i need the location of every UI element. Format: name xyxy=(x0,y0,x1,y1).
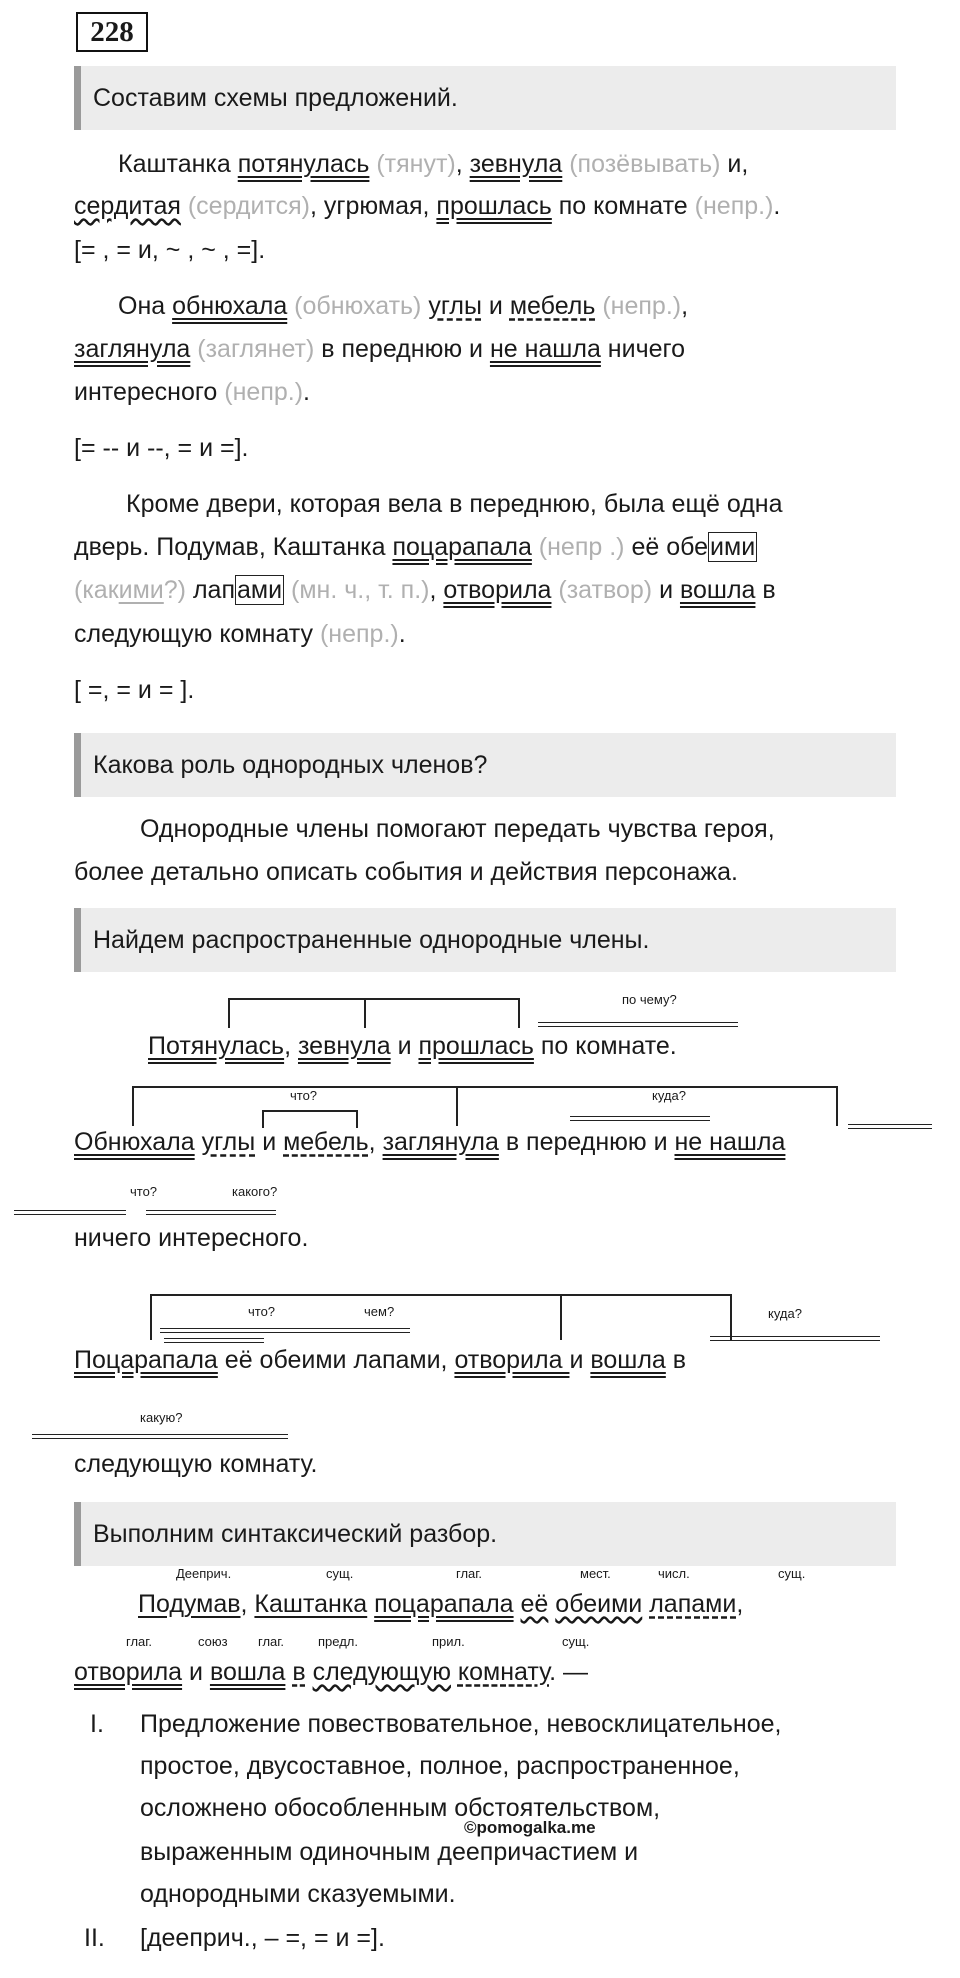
scheme-bracket xyxy=(132,1086,134,1126)
object-arrow xyxy=(160,1328,410,1333)
scheme-bracket xyxy=(836,1086,838,1126)
analysis-item2-line: [дееприч., – =, = и =]. xyxy=(140,1924,385,1952)
object-arrow xyxy=(146,1210,276,1215)
section-header-extended: Найдем распространенные однородные члены. xyxy=(74,908,896,972)
object-arrow xyxy=(14,1210,126,1215)
pos-label: глаг. xyxy=(126,1634,153,1649)
scheme-bracket xyxy=(730,1294,732,1340)
question-label: чем? xyxy=(364,1304,395,1319)
object-arrow xyxy=(164,1338,264,1343)
role-line1: Однородные члены помогают передать чувства героя, xyxy=(140,815,775,843)
question-label: что? xyxy=(248,1304,276,1319)
question-label: куда? xyxy=(652,1088,686,1103)
pos-label: глаг. xyxy=(456,1566,483,1581)
scheme3-sentence: ничего интересного. xyxy=(74,1224,309,1252)
p3-line4: следующую комнату (непр.). xyxy=(74,620,406,648)
analysis-item1-line: выраженным одиночным деепричастием и xyxy=(140,1838,639,1866)
analysis-item1-line: простое, двусоставное, полное, распространенное, xyxy=(140,1752,740,1780)
scheme-bracket xyxy=(150,1294,152,1340)
object-arrow xyxy=(710,1336,880,1341)
scheme-bracket xyxy=(560,1294,562,1340)
p3-line3: (какими?) лапами (мн. ч., т. п.), отворила (затвор) и вошла в xyxy=(74,576,776,604)
scheme-bracket xyxy=(228,998,520,1000)
section-header-role: Какова роль однородных членов? xyxy=(74,733,896,797)
analysis-item1-line: Предложение повествовательное, невосклицательное, xyxy=(140,1710,782,1738)
scheme-bracket xyxy=(132,1086,838,1088)
list-marker: II. xyxy=(84,1924,105,1952)
question-label: по чему? xyxy=(622,992,677,1007)
modifier: сердитая xyxy=(74,192,181,220)
scheme-bracket xyxy=(456,1086,458,1126)
analysis-line2: отворила и вошла в следующую комнату. — xyxy=(74,1658,589,1686)
predicate: зевнула xyxy=(469,150,563,178)
scheme1-sentence: Потянулась, зевнула и прошлась по комнате. xyxy=(148,1032,677,1060)
p2-line3: интересного (непр.). xyxy=(74,378,310,406)
predicate: потянулась xyxy=(237,150,370,178)
pos-label: Деeприч. xyxy=(176,1566,232,1581)
section-header-analysis: Выполним синтаксический разбор. xyxy=(74,1502,896,1566)
scheme-bracket xyxy=(262,1110,264,1128)
object-arrow xyxy=(570,1116,710,1121)
predicate: прошлась xyxy=(436,192,552,220)
scheme-bracket xyxy=(262,1110,356,1112)
role-line2: более детально описать события и действия персонажа. xyxy=(74,858,738,886)
question-label: какую? xyxy=(140,1410,183,1425)
scheme-bracket xyxy=(518,998,520,1028)
p1-line2: сердитая (сердится), угрюмая, прошлась по комнате (непр.). xyxy=(74,192,781,220)
question-label: что? xyxy=(130,1184,158,1199)
pos-label: прил. xyxy=(432,1634,465,1649)
pos-label: союз xyxy=(198,1634,228,1649)
p3-line1: Кроме двери, которая вела в переднюю, была ещё одна xyxy=(126,490,783,518)
pos-label: сущ. xyxy=(778,1566,806,1581)
question-label: какого? xyxy=(232,1184,278,1199)
ending-box: ами xyxy=(237,576,283,604)
scheme-bracket xyxy=(356,1110,358,1128)
watermark: ©pomogalka.me xyxy=(464,1818,596,1837)
object-arrow xyxy=(32,1434,288,1439)
p3-line2: дверь. Подумав, Каштанка поцарапала (непр .) её обеими xyxy=(74,533,756,561)
scheme5-sentence: следующую комнату. xyxy=(74,1450,318,1478)
pos-label: сущ. xyxy=(326,1566,354,1581)
scheme4-sentence: Поцарапала её обеими лапами, отворила и вошла в xyxy=(74,1346,687,1374)
analysis-line1: Подумав, Каштанка поцарапала её обеими лапами, xyxy=(138,1590,744,1618)
question-label: куда? xyxy=(768,1306,802,1321)
scheme-bracket xyxy=(364,998,366,1028)
pos-label: сущ. xyxy=(562,1634,590,1649)
scheme2-sentence: Обнюхала углы и мебель, заглянула в переднюю и не нашла xyxy=(74,1128,786,1156)
p3-scheme: [ =, = и = ]. xyxy=(74,676,195,704)
p1-scheme: [= , = и, ~ , ~ , =]. xyxy=(74,236,266,264)
ending-box: ими xyxy=(710,533,756,561)
p2-scheme: [= -- и --, = и =]. xyxy=(74,434,249,462)
pos-label: предл. xyxy=(318,1634,358,1649)
p2-line2: заглянула (заглянет) в переднюю и не нашла ничего xyxy=(74,335,685,363)
analysis-item1-line: осложнено обособленным обстоятельством, xyxy=(140,1794,661,1822)
p2-line1: Она обнюхала (обнюхать) углы и мебель (непр.), xyxy=(118,292,689,320)
scheme-bracket xyxy=(150,1294,732,1296)
pos-label: мест. xyxy=(580,1566,611,1581)
pos-label: глаг. xyxy=(258,1634,285,1649)
p1-line1: Каштанка потянулась (тянут), зевнула (позёвывать) и, xyxy=(118,150,749,178)
exercise-number: 228 xyxy=(76,12,148,52)
pos-label: числ. xyxy=(658,1566,690,1581)
object-arrow xyxy=(848,1124,932,1129)
scheme-bracket xyxy=(228,998,230,1028)
analysis-item1-line: однородными сказуемыми. xyxy=(140,1880,456,1908)
section-header-schemes: Составим схемы предложений. xyxy=(74,66,896,130)
list-marker: I. xyxy=(90,1710,104,1738)
question-label: что? xyxy=(290,1088,318,1103)
object-arrow xyxy=(538,1022,738,1027)
